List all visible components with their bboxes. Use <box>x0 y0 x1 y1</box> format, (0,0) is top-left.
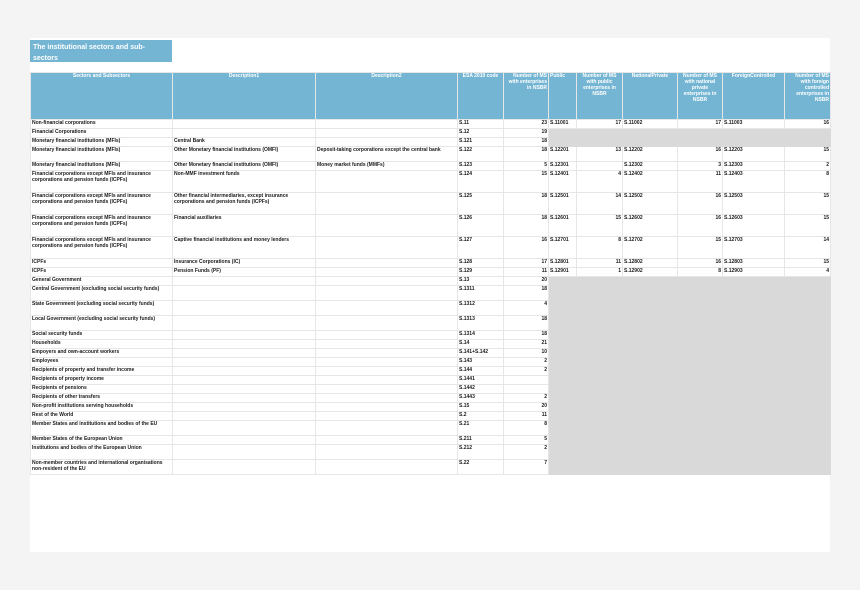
table-cell[interactable]: 18 <box>504 316 549 331</box>
table-cell[interactable]: S.12803 <box>723 259 785 268</box>
table-cell[interactable]: 11 <box>678 171 723 193</box>
table-row <box>31 340 831 349</box>
table-row <box>31 268 831 277</box>
table-row <box>31 436 831 445</box>
table-cell[interactable]: 4 <box>577 171 623 193</box>
table-row <box>31 403 831 412</box>
table-cell[interactable]: S.12301 <box>549 162 577 171</box>
greyed-cells <box>549 286 831 301</box>
table-cell[interactable]: Non-profit institutions serving households <box>31 403 173 412</box>
table-cell[interactable]: S.1441 <box>458 376 504 385</box>
table-cell[interactable]: 16 <box>678 259 723 268</box>
table-cell[interactable]: 16 <box>678 193 723 215</box>
table-cell[interactable]: 19 <box>504 129 549 138</box>
greyed-cells <box>549 460 831 475</box>
table-cell[interactable]: Non-MMF investment funds <box>173 171 316 193</box>
table-cell[interactable]: 7 <box>504 460 549 475</box>
table-cell[interactable]: 5 <box>504 162 549 171</box>
table-cell[interactable]: 17 <box>678 120 723 129</box>
table-cell[interactable]: S.12902 <box>623 268 678 277</box>
table-cell[interactable]: Financial corporations except MFIs and insurance corporations and pension funds (ICPFs) <box>31 171 173 193</box>
spreadsheet <box>30 38 830 552</box>
table-cell[interactable]: 18 <box>504 147 549 162</box>
table-cell[interactable] <box>173 277 316 286</box>
table-row <box>31 120 831 129</box>
table-cell[interactable]: S.2 <box>458 412 504 421</box>
table-cell[interactable]: S.11003 <box>723 120 785 129</box>
table-row <box>31 215 831 237</box>
table-cell[interactable]: Financial Corporations <box>31 129 173 138</box>
table-cell[interactable]: Central Government (excluding social security funds) <box>31 286 173 301</box>
table-cell[interactable]: Pension Funds (PF) <box>173 268 316 277</box>
table-cell[interactable] <box>173 403 316 412</box>
table-cell[interactable]: 8 <box>504 421 549 436</box>
table-cell[interactable]: Financial corporations except MFIs and insurance corporations and pension funds (ICPFs) <box>31 193 173 215</box>
table-cell[interactable]: Local Government (excluding social security funds) <box>31 316 173 331</box>
greyed-cells <box>549 421 831 436</box>
table-cell[interactable]: S.212 <box>458 445 504 460</box>
table-cell[interactable]: S.12302 <box>623 162 678 171</box>
table-cell[interactable]: 8 <box>678 268 723 277</box>
table-cell[interactable] <box>316 460 458 475</box>
table-cell[interactable]: Financial corporations except MFIs and insurance corporations and pension funds (ICPFs) <box>31 215 173 237</box>
table-cell[interactable]: 18 <box>504 215 549 237</box>
table-cell[interactable] <box>504 385 549 394</box>
table-cell[interactable]: S.12203 <box>723 147 785 162</box>
table-cell[interactable] <box>316 421 458 436</box>
table-cell[interactable]: S.12701 <box>549 237 577 259</box>
table-cell[interactable]: S.1314 <box>458 331 504 340</box>
table-cell[interactable]: S.123 <box>458 162 504 171</box>
table-row <box>31 412 831 421</box>
table-row <box>31 367 831 376</box>
table-cell[interactable]: 3 <box>678 162 723 171</box>
table-cell[interactable]: S.1442 <box>458 385 504 394</box>
table-cell[interactable]: 1 <box>577 268 623 277</box>
table-cell[interactable]: General Government <box>31 277 173 286</box>
table-cell[interactable]: S.211 <box>458 436 504 445</box>
table-cell[interactable]: 13 <box>577 147 623 162</box>
table-cell[interactable]: S.11001 <box>549 120 577 129</box>
table-cell[interactable]: 4 <box>504 301 549 316</box>
table-cell[interactable] <box>173 460 316 475</box>
greyed-cells <box>549 358 831 367</box>
table-cell[interactable] <box>316 277 458 286</box>
table-row <box>31 445 831 460</box>
table-cell[interactable] <box>316 138 458 147</box>
table-cell[interactable]: S.121 <box>458 138 504 147</box>
table-cell[interactable]: 2 <box>785 162 831 171</box>
table-cell[interactable] <box>316 376 458 385</box>
table-cell[interactable]: Member States of the European Union <box>31 436 173 445</box>
sectors-table <box>30 72 831 475</box>
sheet-title-cell[interactable]: The institutional sectors and sub-sectors <box>30 40 172 62</box>
table-cell[interactable] <box>173 412 316 421</box>
table-cell[interactable]: Monetary financial institutions (MFIs) <box>31 162 173 171</box>
table-cell[interactable]: S.21 <box>458 421 504 436</box>
table-cell[interactable]: S.12503 <box>723 193 785 215</box>
table-cell[interactable]: State Government (excluding social security funds) <box>31 301 173 316</box>
table-cell[interactable] <box>173 349 316 358</box>
greyed-cells <box>549 403 831 412</box>
table-cell[interactable] <box>316 268 458 277</box>
table-cell[interactable] <box>316 259 458 268</box>
table-cell[interactable]: 8 <box>577 237 623 259</box>
table-cell[interactable]: Deposit-taking corporations except the central bank <box>316 147 458 162</box>
table-cell[interactable]: S.127 <box>458 237 504 259</box>
table-cell[interactable]: 5 <box>504 436 549 445</box>
table-cell[interactable]: 11 <box>504 268 549 277</box>
table-cell[interactable] <box>316 367 458 376</box>
table-cell[interactable] <box>316 215 458 237</box>
table-cell[interactable]: S.12603 <box>723 215 785 237</box>
table-cell[interactable] <box>316 316 458 331</box>
greyed-cells <box>549 376 831 385</box>
table-cell[interactable]: 16 <box>504 237 549 259</box>
table-cell[interactable] <box>316 403 458 412</box>
table-cell[interactable]: Central Bank <box>173 138 316 147</box>
table-cell[interactable]: 20 <box>504 403 549 412</box>
table-cell[interactable]: 16 <box>678 215 723 237</box>
greyed-cells <box>549 129 831 138</box>
table-cell[interactable]: S.143 <box>458 358 504 367</box>
table-cell[interactable]: Rest of the World <box>31 412 173 421</box>
table-cell[interactable]: S.12 <box>458 129 504 138</box>
table-row <box>31 277 831 286</box>
greyed-cells <box>549 394 831 403</box>
table-cell[interactable] <box>173 376 316 385</box>
table-cell[interactable] <box>173 286 316 301</box>
greyed-cells <box>549 331 831 340</box>
table-cell[interactable]: Money market funds (MMFs) <box>316 162 458 171</box>
header-cell[interactable]: Number of MS with national private enterprises in NSBR <box>678 73 723 120</box>
table-cell[interactable] <box>173 358 316 367</box>
table-cell[interactable]: Financial auxiliaries <box>173 215 316 237</box>
table-cell[interactable]: 17 <box>577 120 623 129</box>
table-cell[interactable]: 23 <box>504 120 549 129</box>
table-row <box>31 376 831 385</box>
table-cell[interactable] <box>316 129 458 138</box>
table-cell[interactable]: S.12403 <box>723 171 785 193</box>
table-cell[interactable]: 15 <box>785 215 831 237</box>
table-cell[interactable]: 15 <box>785 259 831 268</box>
table-cell[interactable]: Recipients of property and transfer income <box>31 367 173 376</box>
header-cell[interactable]: Description2 <box>316 73 458 120</box>
table-cell[interactable]: Other Monetary financial institutions (OMFI) <box>173 147 316 162</box>
table-cell[interactable]: 2 <box>504 445 549 460</box>
table-cell[interactable]: 15 <box>577 215 623 237</box>
table-row <box>31 129 831 138</box>
table-cell[interactable]: S.11 <box>458 120 504 129</box>
table-cell[interactable] <box>173 436 316 445</box>
table-cell[interactable] <box>173 445 316 460</box>
header-row <box>31 73 831 120</box>
table-row <box>31 237 831 259</box>
table-cell[interactable]: ICPFs <box>31 268 173 277</box>
table-cell[interactable]: Other financial intermediaries, except insurance corporations and pension funds (ICPFs) <box>173 193 316 215</box>
table-row <box>31 316 831 331</box>
table-cell[interactable]: S.14 <box>458 340 504 349</box>
table-cell[interactable] <box>173 367 316 376</box>
table-cell[interactable] <box>316 301 458 316</box>
table-cell[interactable]: 2 <box>504 394 549 403</box>
header-cell[interactable]: Sectors and Subsectors <box>31 73 173 120</box>
table-cell[interactable]: 18 <box>504 138 549 147</box>
table-cell[interactable]: S.12202 <box>623 147 678 162</box>
header-cell[interactable]: ESA 2010 code <box>458 73 504 120</box>
table-cell[interactable]: Empoyers and own-account workers <box>31 349 173 358</box>
table-cell[interactable]: 15 <box>678 237 723 259</box>
table-cell[interactable]: 18 <box>504 331 549 340</box>
table-cell[interactable] <box>173 421 316 436</box>
table-cell[interactable] <box>173 301 316 316</box>
table-cell[interactable]: Non-member countries and international organisations non-resident of the EU <box>31 460 173 475</box>
table-cell[interactable]: S.129 <box>458 268 504 277</box>
table-cell[interactable]: Recipients of property income <box>31 376 173 385</box>
table-cell[interactable]: S.126 <box>458 215 504 237</box>
table-cell[interactable]: S.12903 <box>723 268 785 277</box>
header-cell[interactable]: Description1 <box>173 73 316 120</box>
table-cell[interactable] <box>316 286 458 301</box>
table-cell[interactable]: Monetary financial institutions (MFIs) <box>31 138 173 147</box>
table-cell[interactable]: S.1312 <box>458 301 504 316</box>
table-cell[interactable]: S.141+S.142 <box>458 349 504 358</box>
table-cell[interactable] <box>173 316 316 331</box>
table-cell[interactable]: 14 <box>577 193 623 215</box>
table-cell[interactable]: 4 <box>785 268 831 277</box>
table-cell[interactable]: 15 <box>504 171 549 193</box>
table-cell[interactable]: S.12303 <box>723 162 785 171</box>
header-cell[interactable]: ForeignControlled <box>723 73 785 120</box>
table-cell[interactable]: S.12201 <box>549 147 577 162</box>
table-cell[interactable]: 21 <box>504 340 549 349</box>
table-cell[interactable]: Monetary financial institutions (MFIs) <box>31 147 173 162</box>
table-cell[interactable]: 18 <box>504 286 549 301</box>
table-cell[interactable] <box>173 385 316 394</box>
table-cell[interactable]: Member States and institutions and bodies of the EU <box>31 421 173 436</box>
header-cell[interactable]: Number of MS with enterprises in NSBR <box>504 73 549 120</box>
table-cell[interactable] <box>173 129 316 138</box>
greyed-cells <box>549 277 831 286</box>
header-cell[interactable]: NationalPrivate <box>623 73 678 120</box>
table-row <box>31 460 831 475</box>
table-cell[interactable]: S.22 <box>458 460 504 475</box>
greyed-cells <box>549 367 831 376</box>
table-cell[interactable]: S.12402 <box>623 171 678 193</box>
table-cell[interactable]: 15 <box>785 147 831 162</box>
table-cell[interactable]: Captive financial institutions and money lenders <box>173 237 316 259</box>
table-cell[interactable] <box>316 412 458 421</box>
table-row <box>31 193 831 215</box>
table-cell[interactable]: S.12401 <box>549 171 577 193</box>
table-cell[interactable]: Financial corporations except MFIs and insurance corporations and pension funds (ICPFs) <box>31 237 173 259</box>
table-cell[interactable]: 15 <box>785 193 831 215</box>
table-cell[interactable]: S.11002 <box>623 120 678 129</box>
greyed-cells <box>549 412 831 421</box>
table-cell[interactable]: S.122 <box>458 147 504 162</box>
table-cell[interactable] <box>316 171 458 193</box>
table-cell[interactable]: 14 <box>785 237 831 259</box>
greyed-cells <box>549 349 831 358</box>
table-cell[interactable] <box>173 340 316 349</box>
table-cell[interactable]: 2 <box>504 358 549 367</box>
table-row <box>31 349 831 358</box>
header-cell[interactable]: Public <box>549 73 577 120</box>
table-cell[interactable] <box>316 394 458 403</box>
table-cell[interactable]: S.12801 <box>549 259 577 268</box>
table-cell[interactable]: 8 <box>785 171 831 193</box>
table-cell[interactable]: Households <box>31 340 173 349</box>
table-cell[interactable]: S.12702 <box>623 237 678 259</box>
table-cell[interactable]: 17 <box>504 259 549 268</box>
table-cell[interactable]: Social security funds <box>31 331 173 340</box>
table-cell[interactable]: S.12501 <box>549 193 577 215</box>
greyed-cells <box>549 340 831 349</box>
table-row <box>31 138 831 147</box>
table-row <box>31 394 831 403</box>
table-cell[interactable] <box>316 340 458 349</box>
table-cell[interactable]: 18 <box>504 193 549 215</box>
table-cell[interactable]: S.128 <box>458 259 504 268</box>
table-cell[interactable]: S.12901 <box>549 268 577 277</box>
table-cell[interactable]: ICPFs <box>31 259 173 268</box>
table-row <box>31 147 831 162</box>
table-cell[interactable] <box>316 358 458 367</box>
table-cell[interactable]: 11 <box>577 259 623 268</box>
header-cell[interactable]: Number of MS with public enterprises in NSBR <box>577 73 623 120</box>
table-cell[interactable]: Institutions and bodies of the European Union <box>31 445 173 460</box>
greyed-cells <box>549 301 831 316</box>
table-row <box>31 259 831 268</box>
table-row <box>31 171 831 193</box>
table-cell[interactable]: S.1443 <box>458 394 504 403</box>
table-cell[interactable]: S.12703 <box>723 237 785 259</box>
table-cell[interactable]: S.1311 <box>458 286 504 301</box>
table-cell[interactable]: Non-financial corporations <box>31 120 173 129</box>
table-cell[interactable] <box>173 394 316 403</box>
table-cell[interactable] <box>316 237 458 259</box>
greyed-cells <box>549 385 831 394</box>
table-cell[interactable]: S.125 <box>458 193 504 215</box>
table-cell[interactable]: S.124 <box>458 171 504 193</box>
table-cell[interactable]: 2 <box>504 367 549 376</box>
table-cell[interactable]: 10 <box>504 349 549 358</box>
table-cell[interactable] <box>173 331 316 340</box>
table-cell[interactable] <box>316 331 458 340</box>
table-row <box>31 421 831 436</box>
table-cell[interactable] <box>316 445 458 460</box>
table-row <box>31 286 831 301</box>
greyed-cells <box>549 316 831 331</box>
table-cell[interactable]: 16 <box>785 120 831 129</box>
table-cell[interactable]: S.15 <box>458 403 504 412</box>
greyed-cells <box>549 436 831 445</box>
table-cell[interactable]: S.12502 <box>623 193 678 215</box>
table-row <box>31 301 831 316</box>
table-cell[interactable]: 20 <box>504 277 549 286</box>
table-cell[interactable]: 11 <box>504 412 549 421</box>
table-cell[interactable] <box>316 436 458 445</box>
greyed-cells <box>549 445 831 460</box>
greyed-cells <box>549 138 831 147</box>
table-cell[interactable] <box>316 120 458 129</box>
table-cell[interactable]: Recipients of other transfers <box>31 394 173 403</box>
header-cell[interactable]: Number of MS with foreign controlled enterprises in NSBR <box>785 73 831 120</box>
table-cell[interactable]: S.12802 <box>623 259 678 268</box>
table-row <box>31 385 831 394</box>
table-cell[interactable]: Other Monetary financial institutions (OMFI) <box>173 162 316 171</box>
table-cell[interactable] <box>316 385 458 394</box>
table-cell[interactable]: S.144 <box>458 367 504 376</box>
table-row <box>31 162 831 171</box>
table-cell[interactable]: Recipients of pensions <box>31 385 173 394</box>
table-cell[interactable]: S.12602 <box>623 215 678 237</box>
table-cell[interactable]: S.12601 <box>549 215 577 237</box>
table-cell[interactable]: 16 <box>678 147 723 162</box>
table-cell[interactable]: Employees <box>31 358 173 367</box>
table-row <box>31 358 831 367</box>
table-cell[interactable]: Insurance Corporations (IC) <box>173 259 316 268</box>
table-cell[interactable] <box>577 162 623 171</box>
table-cell[interactable]: S.13 <box>458 277 504 286</box>
table-cell[interactable]: S.1313 <box>458 316 504 331</box>
table-cell[interactable] <box>173 120 316 129</box>
table-cell[interactable] <box>316 193 458 215</box>
table-row <box>31 331 831 340</box>
table-cell[interactable] <box>504 376 549 385</box>
table-cell[interactable] <box>316 349 458 358</box>
